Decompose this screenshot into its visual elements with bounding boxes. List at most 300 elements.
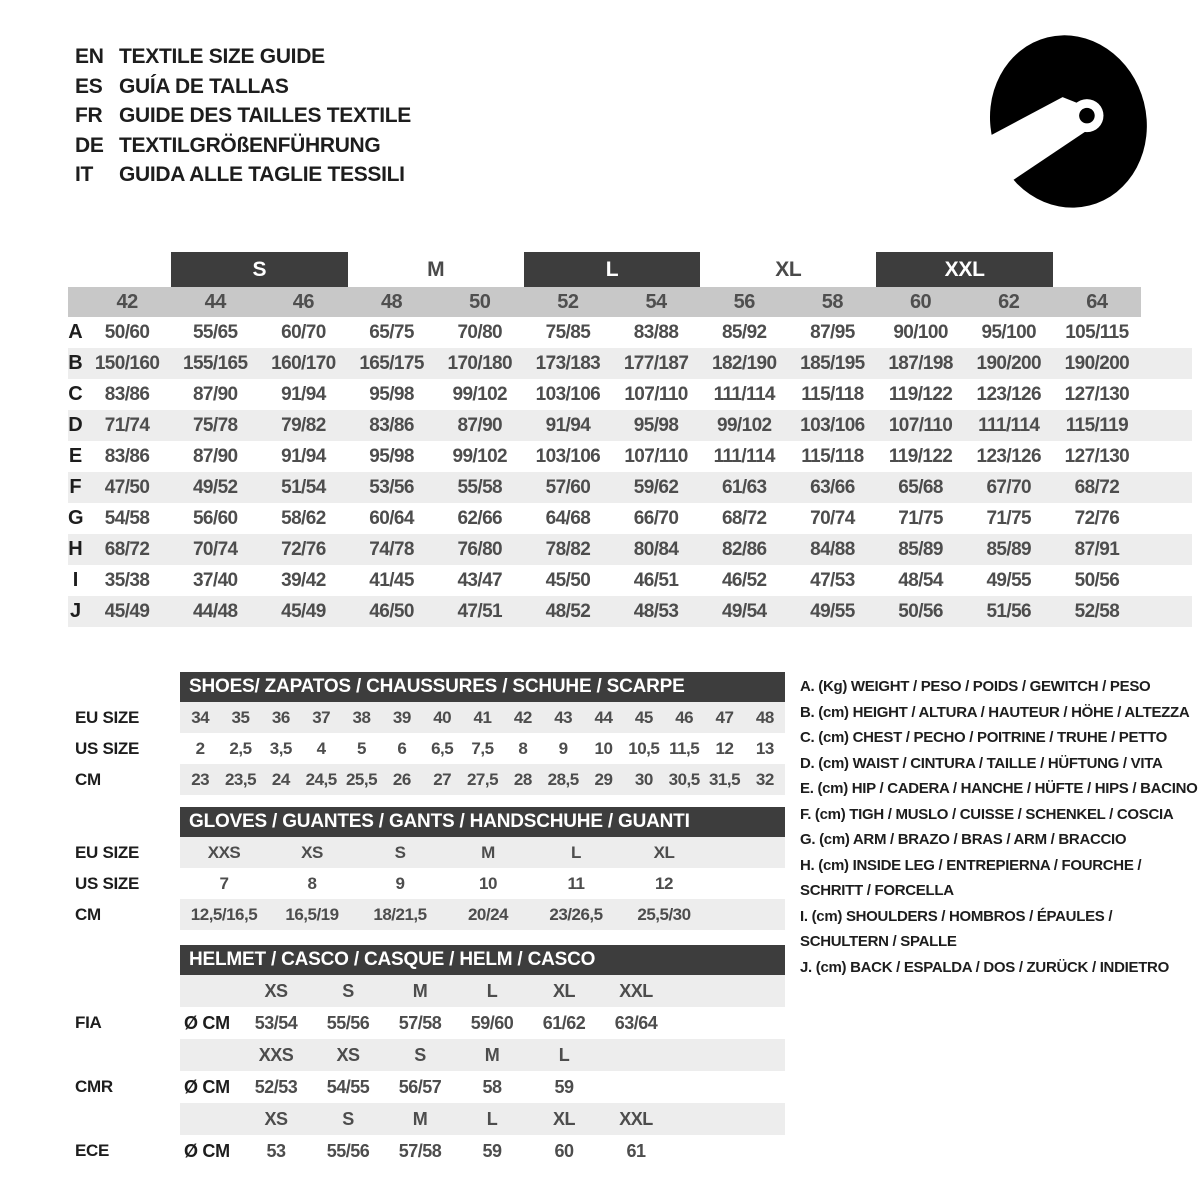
size-value: 10 xyxy=(594,739,613,758)
helmet-sizes-row-ece xyxy=(75,1103,785,1135)
size-value: 49/55 xyxy=(810,601,855,622)
size-value: 6 xyxy=(397,739,407,758)
helmet-size-label: S xyxy=(342,1109,354,1129)
size-value: XXS xyxy=(207,843,241,862)
size-value: 111/114 xyxy=(713,384,775,405)
size-value: 26 xyxy=(392,770,411,789)
size-value: 54/58 xyxy=(104,508,150,529)
helmet-size-label: XS xyxy=(336,1045,360,1065)
size-value: 83/86 xyxy=(104,446,150,467)
size-value: 87/90 xyxy=(457,415,503,436)
size-value: 150/160 xyxy=(94,353,160,374)
measurement-legend xyxy=(800,674,1200,980)
size-value: 103/106 xyxy=(800,415,865,436)
helmet-size-value: 53/54 xyxy=(254,1013,298,1033)
size-value: 50/60 xyxy=(104,322,150,343)
table-row-cm xyxy=(75,899,785,930)
helmet-size-label: M xyxy=(412,1109,428,1129)
size-value: 83/86 xyxy=(104,384,150,405)
size-value: 10 xyxy=(479,874,497,893)
size-value: 18/21,5 xyxy=(373,905,427,924)
size-value: 52/58 xyxy=(1074,601,1120,622)
measurement-row-h xyxy=(68,534,1192,565)
size-value: 57/60 xyxy=(545,477,591,498)
size-value: 65/75 xyxy=(369,322,414,343)
helmet-table xyxy=(75,945,785,1167)
language-title: TEXTILE SIZE GUIDE xyxy=(119,45,325,68)
row-grid xyxy=(68,379,1141,410)
size-value: 111/114 xyxy=(713,446,775,467)
row-grid xyxy=(180,733,785,764)
size-value: 48/52 xyxy=(545,601,591,622)
row-label: D xyxy=(68,414,83,436)
size-value: 55/58 xyxy=(457,477,503,498)
row-grid xyxy=(68,472,1141,503)
size-value: 115/118 xyxy=(801,384,864,405)
size-column-header: 64 xyxy=(1086,291,1108,313)
helmet-size-value: 54/55 xyxy=(326,1077,370,1097)
shoes-table xyxy=(75,672,785,795)
size-value: 59/62 xyxy=(633,477,679,498)
helmet-size-label: S xyxy=(342,981,354,1001)
size-value: 107/110 xyxy=(624,446,688,467)
size-value: 127/130 xyxy=(1064,384,1130,405)
size-value: 99/102 xyxy=(716,415,772,436)
size-value: 107/110 xyxy=(624,384,688,405)
helmet-size-value: 59/60 xyxy=(470,1013,514,1033)
language-row xyxy=(75,160,411,190)
size-value: S xyxy=(394,843,406,862)
size-value: L xyxy=(571,843,581,862)
helmet-size-value: 59 xyxy=(482,1141,502,1161)
size-value: 60/70 xyxy=(281,322,326,343)
size-value: 71/74 xyxy=(104,415,150,436)
size-value: 177/187 xyxy=(623,353,689,374)
legend-item-line: J. (cm) BACK / ESPALDA / DOS / ZURÜCK / INDIETRO xyxy=(800,958,1169,976)
size-value: 34 xyxy=(191,708,210,727)
size-value: 24,5 xyxy=(305,770,337,789)
size-value: 43 xyxy=(554,708,573,727)
size-value: 3,5 xyxy=(269,739,292,758)
size-group-m: M xyxy=(427,258,445,281)
size-value: 111/114 xyxy=(978,415,1040,436)
row-grid xyxy=(68,348,1141,379)
row-grid xyxy=(180,1135,785,1167)
language-row xyxy=(75,131,411,161)
size-value: 35/38 xyxy=(104,570,150,591)
row-label: E xyxy=(68,445,83,467)
size-value: 160/170 xyxy=(271,353,336,374)
helmet-size-value: 55/56 xyxy=(326,1013,370,1033)
row-grid xyxy=(180,764,785,795)
size-value: 23,5 xyxy=(224,770,257,789)
size-value: 49/55 xyxy=(986,570,1032,591)
size-value: 190/200 xyxy=(976,353,1041,374)
size-value: XS xyxy=(301,843,323,862)
helmet-sizes-row-fia xyxy=(75,975,785,1007)
helmet-sizes-row-cmr xyxy=(75,1039,785,1071)
helmet-size-label: XXS xyxy=(258,1045,294,1065)
size-value: 27 xyxy=(433,770,452,789)
table-row-eu-size xyxy=(75,837,785,868)
size-value: 75/78 xyxy=(192,415,238,436)
language-row xyxy=(75,42,411,72)
size-value: 91/94 xyxy=(281,446,326,467)
standard-label: FIA xyxy=(75,1013,102,1032)
row-grid xyxy=(180,975,785,1007)
size-value: 61/63 xyxy=(721,477,767,498)
side-label: EU SIZE xyxy=(75,708,140,727)
size-value: 31,5 xyxy=(708,770,741,789)
row-grid xyxy=(68,565,1141,596)
size-value: 48/53 xyxy=(633,601,679,622)
side-label: EU SIZE xyxy=(75,843,140,862)
size-value: 32 xyxy=(755,770,774,789)
measurement-row-f xyxy=(68,472,1192,503)
legend-item-line: E. (cm) HIP / CADERA / HANCHE / HÜFTE / HIPS / BACINO xyxy=(800,780,1198,797)
size-value: XL xyxy=(653,843,675,862)
measurement-row-e xyxy=(68,441,1192,472)
helmet-size-value: 63/64 xyxy=(614,1013,658,1033)
size-value: 119/122 xyxy=(888,384,953,405)
size-value: 28,5 xyxy=(547,770,579,789)
size-column-header: 60 xyxy=(909,291,932,313)
size-value: 82/86 xyxy=(721,539,767,560)
size-column-header: 44 xyxy=(204,291,226,313)
size-value: 85/89 xyxy=(986,539,1032,560)
diameter-unit-label: Ø CM xyxy=(184,1141,230,1161)
size-value: 2 xyxy=(195,739,205,758)
legend-item-line: F. (cm) TIGH / MUSLO / CUISSE / SCHENKEL / COSCIA xyxy=(800,805,1174,823)
gloves-rows xyxy=(75,837,785,930)
helmet-size-value: 57/58 xyxy=(398,1141,442,1161)
size-column-header: 46 xyxy=(292,291,315,313)
size-value: 53/56 xyxy=(369,477,414,498)
size-value: 47 xyxy=(715,708,734,727)
size-value: 64/68 xyxy=(545,508,591,529)
helmet-size-value: 58 xyxy=(482,1077,502,1097)
size-group-xxl: XXL xyxy=(876,252,1052,287)
helmet-size-value: 59 xyxy=(554,1077,574,1097)
size-value: 9 xyxy=(395,874,405,893)
size-value: 50/56 xyxy=(1074,570,1120,591)
table-row-cm xyxy=(75,764,785,795)
size-value: 107/110 xyxy=(888,415,953,436)
helmet-size-label: M xyxy=(412,981,428,1001)
size-value: 48/54 xyxy=(898,570,943,591)
helmet-size-label xyxy=(600,1039,672,1071)
size-value: 51/54 xyxy=(281,477,326,498)
size-value: 45/49 xyxy=(281,601,326,622)
size-value: 190/200 xyxy=(1064,353,1130,374)
table-row-us-size xyxy=(75,868,785,899)
size-column-header: 62 xyxy=(998,291,1020,313)
size-value: 43/47 xyxy=(457,570,503,591)
size-value: 24 xyxy=(271,770,290,789)
size-value: 11 xyxy=(567,874,585,893)
size-value: 45/49 xyxy=(104,601,150,622)
row-label: I xyxy=(72,569,79,591)
size-value: 45 xyxy=(634,708,653,727)
gloves-table xyxy=(75,807,785,930)
size-value: 74/78 xyxy=(369,539,414,560)
size-value: 23/26,5 xyxy=(549,905,603,924)
size-group-s: S xyxy=(171,252,347,287)
size-value: 165/175 xyxy=(359,353,424,374)
size-value: 50/56 xyxy=(898,601,943,622)
size-value: 87/91 xyxy=(1074,539,1120,560)
size-value: 37/40 xyxy=(192,570,238,591)
row-grid xyxy=(68,503,1141,534)
size-value: 68/72 xyxy=(721,508,767,529)
size-value: 67/70 xyxy=(986,477,1032,498)
size-value: 12 xyxy=(655,874,673,893)
size-value: 123/126 xyxy=(976,446,1041,467)
size-value: 30,5 xyxy=(668,770,700,789)
size-value: 8 xyxy=(518,739,528,758)
language-row xyxy=(75,101,411,131)
language-code: ES xyxy=(75,74,103,98)
helmet-size-value: 52/53 xyxy=(254,1077,298,1097)
row-grid xyxy=(180,868,785,899)
size-value: 16,5/19 xyxy=(285,905,339,924)
row-grid xyxy=(180,1071,785,1103)
size-value: 42 xyxy=(513,708,532,727)
side-label: US SIZE xyxy=(75,874,140,893)
helmet-values-row-cmr xyxy=(75,1071,785,1103)
row-grid xyxy=(180,1007,785,1039)
size-value: 91/94 xyxy=(281,384,326,405)
size-value: 87/90 xyxy=(192,446,238,467)
language-title: GUIDE DES TAILLES TEXTILE xyxy=(119,104,411,127)
helmet-size-value: 57/58 xyxy=(398,1013,442,1033)
size-value: 49/52 xyxy=(192,477,238,498)
size-value: 47/53 xyxy=(810,570,855,591)
legend-item-line: SCHRITT / FORCELLA xyxy=(800,882,954,899)
size-value: 72/76 xyxy=(1074,508,1120,529)
size-value: 46/52 xyxy=(721,570,767,591)
side-spacer xyxy=(75,1103,180,1135)
size-value: 75/85 xyxy=(545,322,591,343)
size-value: 115/119 xyxy=(1065,415,1129,436)
measurement-row-a xyxy=(68,317,1192,348)
size-value: 12 xyxy=(715,739,734,758)
size-value: 51/56 xyxy=(986,601,1032,622)
band-spacer xyxy=(68,287,83,317)
helmet-size-label: XL xyxy=(552,981,575,1001)
size-value: 170/180 xyxy=(447,353,512,374)
helmet-size-label: XS xyxy=(264,981,288,1001)
size-value: 23 xyxy=(191,770,210,789)
size-value: 11,5 xyxy=(669,739,700,758)
size-value: 76/80 xyxy=(457,539,503,560)
helmet-size-label: L xyxy=(486,1109,498,1129)
side-label: CM xyxy=(75,770,101,789)
language-title: GUÍA DE TALLAS xyxy=(119,74,289,98)
size-value: 60/64 xyxy=(369,508,414,529)
legend-item-line: A. (Kg) WEIGHT / PESO / POIDS / GEWITCH / PESO xyxy=(800,678,1151,695)
helmet-size-label: XXL xyxy=(619,1109,653,1129)
language-title: GUIDA ALLE TAGLIE TESSILI xyxy=(119,163,405,186)
size-value: 12,5/16,5 xyxy=(190,905,258,924)
size-value: 95/98 xyxy=(369,384,414,405)
main-size-table xyxy=(68,252,1192,627)
size-value: 91/94 xyxy=(545,415,591,436)
size-value: 78/82 xyxy=(545,539,591,560)
size-value: 85/92 xyxy=(721,322,767,343)
measurement-row-i xyxy=(68,565,1192,596)
size-value: 39/42 xyxy=(281,570,326,591)
legend-item-line: H. (cm) INSIDE LEG / ENTREPIERNA / FOURCHE / xyxy=(800,856,1142,874)
language-title: TEXTILGRÖßENFÜHRUNG xyxy=(119,133,381,157)
measurement-row-d xyxy=(68,410,1192,441)
size-value: 47/51 xyxy=(457,601,503,622)
helmet-values-row-fia xyxy=(75,1007,785,1039)
row-grid xyxy=(180,837,785,868)
size-value: 41/45 xyxy=(369,570,414,591)
table-row-us-size xyxy=(75,733,785,764)
unit-spacer xyxy=(180,1039,240,1071)
size-value: 7,5 xyxy=(471,739,494,758)
helmet-table-title: HELMET / CASCO / CASQUE / HELM / CASCO xyxy=(180,945,785,975)
row-grid xyxy=(180,1039,785,1071)
size-value: 182/190 xyxy=(712,353,777,374)
size-value: 2,5 xyxy=(229,739,252,758)
size-value: 71/75 xyxy=(898,508,943,529)
size-value: 46/50 xyxy=(369,601,414,622)
helmet-size-label: S xyxy=(414,1045,426,1065)
standard-label: CMR xyxy=(75,1077,113,1096)
row-grid xyxy=(68,410,1141,441)
measurement-row-j xyxy=(68,596,1192,627)
legend-item-line: B. (cm) HEIGHT / ALTURA / HAUTEUR / HÖHE / ALTEZZA xyxy=(800,703,1190,721)
helmet-size-label: L xyxy=(486,981,498,1001)
size-value: 40 xyxy=(433,708,452,727)
size-value: 56/60 xyxy=(192,508,238,529)
size-value: 35 xyxy=(231,708,250,727)
language-code: EN xyxy=(75,45,104,68)
size-value: 27,5 xyxy=(466,770,499,789)
size-value: 127/130 xyxy=(1064,446,1130,467)
size-value: 9 xyxy=(558,739,568,758)
row-grid xyxy=(68,534,1141,565)
gloves-table-title: GLOVES / GUANTES / GANTS / HANDSCHUHE / GUANTI xyxy=(180,807,785,837)
size-value: 84/88 xyxy=(810,539,855,560)
helmet-size-label: XXL xyxy=(619,981,653,1001)
size-value: 119/122 xyxy=(888,446,953,467)
size-value: 105/115 xyxy=(1065,322,1129,343)
language-code: FR xyxy=(75,104,103,127)
side-label: CM xyxy=(75,905,101,924)
helmet-size-value: 56/57 xyxy=(398,1077,442,1097)
measurement-rows xyxy=(68,317,1192,627)
size-group-l: L xyxy=(524,252,700,287)
size-column-header: 52 xyxy=(557,291,579,313)
diameter-unit-label: Ø CM xyxy=(184,1077,230,1097)
size-value: 20/24 xyxy=(467,905,509,924)
language-code: IT xyxy=(75,163,94,186)
row-grid xyxy=(68,596,1141,627)
legend-item-line: I. (cm) SHOULDERS / HOMBROS / ÉPAULES / xyxy=(800,907,1113,925)
size-value: 99/102 xyxy=(452,446,507,467)
size-value: 79/82 xyxy=(281,415,326,436)
racing-helmet-icon xyxy=(968,28,1163,213)
size-column-header: 42 xyxy=(116,291,138,313)
row-label: J xyxy=(69,600,82,622)
size-value: 173/183 xyxy=(535,353,601,374)
size-value: 47/50 xyxy=(104,477,150,498)
standard-label: ECE xyxy=(75,1141,110,1160)
size-value: 63/66 xyxy=(810,477,855,498)
size-value: 115/118 xyxy=(801,446,864,467)
size-value: 45/50 xyxy=(545,570,591,591)
size-value: 10,5 xyxy=(628,739,660,758)
row-label: G xyxy=(68,507,84,529)
legend-item-line: C. (cm) CHEST / PECHO / POITRINE / TRUHE / PETTO xyxy=(800,729,1168,746)
size-value: 83/86 xyxy=(369,415,414,436)
helmet-size-label: L xyxy=(558,1045,570,1065)
size-column-header: 56 xyxy=(733,291,755,313)
helmet-rows xyxy=(75,975,785,1167)
row-grid xyxy=(180,702,785,733)
size-value: 29 xyxy=(594,770,613,789)
size-value: 95/100 xyxy=(981,322,1036,343)
size-column-header: 50 xyxy=(469,291,491,313)
size-value: 95/98 xyxy=(633,415,679,436)
row-grid xyxy=(68,317,1141,348)
size-group-header-row xyxy=(68,252,1141,287)
size-value: 95/98 xyxy=(369,446,414,467)
size-value: 38 xyxy=(352,708,371,727)
size-value: 25,5 xyxy=(345,770,378,789)
size-value: 62/66 xyxy=(457,508,503,529)
helmet-size-value: 61/62 xyxy=(542,1013,586,1033)
row-label: H xyxy=(68,538,83,560)
size-value: 36 xyxy=(271,708,290,727)
size-value: 58/62 xyxy=(281,508,326,529)
size-value: 123/126 xyxy=(976,384,1041,405)
size-value: 99/102 xyxy=(452,384,507,405)
size-value: 87/95 xyxy=(810,322,855,343)
legend-item-line: SCHULTERN / SPALLE xyxy=(800,933,957,950)
row-grid xyxy=(180,1103,785,1135)
helmet-size-label: XS xyxy=(264,1109,288,1129)
size-value: 68/72 xyxy=(1074,477,1120,498)
size-value: 37 xyxy=(312,708,331,727)
side-spacer xyxy=(75,1039,180,1071)
helmet-size-value xyxy=(600,1071,672,1103)
side-spacer xyxy=(75,975,180,1007)
size-value: 55/65 xyxy=(192,322,238,343)
size-value: 30 xyxy=(634,770,653,789)
size-value: 6,5 xyxy=(431,739,454,758)
row-grid xyxy=(68,441,1141,472)
size-group-xl: XL xyxy=(775,258,802,281)
size-value: 103/106 xyxy=(535,446,601,467)
row-label: F xyxy=(69,476,82,498)
helmet-size-value: 53 xyxy=(266,1141,286,1161)
size-value: 46 xyxy=(675,708,694,727)
size-value: 4 xyxy=(316,739,326,758)
size-value: 13 xyxy=(755,739,774,758)
measurement-row-b xyxy=(68,348,1192,379)
side-label: US SIZE xyxy=(75,739,140,758)
size-value: 68/72 xyxy=(104,539,150,560)
unit-spacer xyxy=(180,975,240,1007)
row-label: B xyxy=(68,352,83,374)
diameter-unit-label: Ø CM xyxy=(184,1013,230,1033)
helmet-size-value: 61 xyxy=(626,1141,646,1161)
